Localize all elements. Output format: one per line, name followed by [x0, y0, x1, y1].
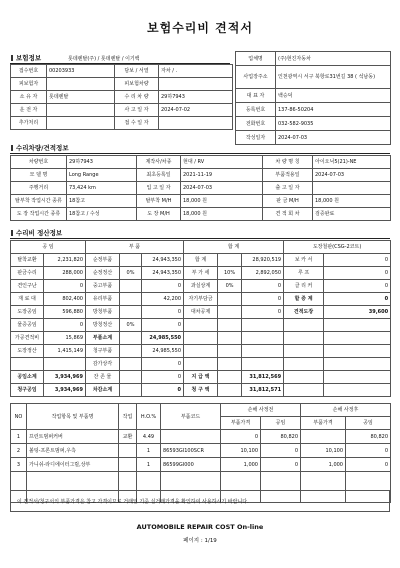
cost-value: [120, 254, 142, 267]
vehicle-label: 입 고 일 자: [137, 182, 181, 195]
cost-value: [324, 332, 391, 345]
cost-value: [120, 384, 142, 397]
cost-value: [242, 319, 284, 332]
cost-label: [184, 345, 218, 358]
parts-cell: 1,000: [301, 458, 346, 472]
cost-value: [218, 332, 242, 345]
parts-cell: 10,100: [301, 444, 346, 458]
shop-label: 작성일자: [236, 131, 276, 145]
shop-row: [236, 89, 391, 103]
insurance-label: 피보험차량: [115, 78, 159, 91]
shop-value: 2024-07-03: [276, 131, 391, 145]
cost-header: 부 품: [86, 241, 184, 254]
cost-value: [218, 358, 242, 371]
vehicle-label: 출 고 일 자: [263, 182, 313, 195]
cost-label: 순정부품: [86, 254, 120, 267]
document-title: 보험수리비 견적서: [147, 21, 253, 35]
cost-label: 방청정산: [86, 319, 120, 332]
parts-header: 부품가격: [221, 417, 261, 430]
cost-label: [184, 319, 218, 332]
vehicle-label: 견 적 회 차: [263, 208, 313, 221]
parts-cell: [161, 430, 221, 444]
cost-label: [284, 345, 324, 358]
cost-value: [44, 358, 86, 371]
parts-cell: 1,000: [221, 458, 261, 472]
insurance-value: [47, 78, 115, 91]
price-notice: 이 견적서/청구서의 부품가격은 참고 가격이므로 거래일 기준 실거래가격을 확인하여 사용하시기 바랍니다.: [10, 490, 390, 512]
cost-value: 0: [44, 319, 86, 332]
cost-row: [11, 371, 391, 384]
parts-cell: 3: [11, 458, 27, 472]
cost-value: 2,231,820: [44, 254, 86, 267]
parts-cell: 10,100: [221, 444, 261, 458]
vehicle-value: 18참고 / 수성: [67, 208, 137, 221]
cost-section-title: 수리비 정산정보: [10, 228, 390, 239]
cost-label: 방청부품: [86, 306, 120, 319]
cost-row: [11, 280, 391, 293]
insurance-row: [11, 104, 233, 117]
cost-label: 부품소계: [86, 332, 120, 345]
parts-header: 부품가격: [301, 417, 346, 430]
cost-label: 공임소계: [11, 371, 44, 384]
cost-label: 차감소계: [86, 384, 120, 397]
shop-label: 업체명: [236, 52, 276, 66]
cost-label: 보 카 서: [284, 254, 324, 267]
cost-value: 0: [324, 280, 391, 293]
parts-cell: 1: [11, 430, 27, 444]
parts-row: [11, 458, 391, 472]
cost-value: 24,985,550: [142, 345, 184, 358]
insurance-value: 00203933: [47, 65, 115, 78]
parts-row: [11, 444, 391, 458]
parts-cell: 0: [346, 444, 391, 458]
insurance-label: 소 유 자: [11, 91, 47, 104]
cost-label: [184, 358, 218, 371]
vehicle-row: [11, 182, 391, 195]
cost-label: [284, 384, 324, 397]
parts-cell: 0: [221, 430, 261, 444]
cost-value: 0: [142, 280, 184, 293]
insurance-value: [159, 117, 233, 130]
cost-label: 잔 존 물: [86, 371, 120, 384]
vehicle-label: 주행거리: [11, 182, 67, 195]
cost-value: 0: [142, 319, 184, 332]
cost-value: 15,869: [44, 332, 86, 345]
cost-header: 도장철판(CSG-2코트): [284, 241, 391, 254]
parts-table: [10, 403, 391, 503]
vehicle-table: [10, 155, 391, 221]
vehicle-value: 2024-07-03: [313, 169, 391, 182]
shop-row: [236, 52, 391, 66]
parts-header-row: [11, 404, 391, 417]
cost-value: [120, 358, 142, 371]
cost-label: 중고부품: [86, 280, 120, 293]
parts-cell: [301, 430, 346, 444]
cost-value: 0%: [120, 267, 142, 280]
cost-value: 288,000: [44, 267, 86, 280]
cost-value: 28,920,519: [242, 254, 284, 267]
cost-row: [11, 254, 391, 267]
cost-value: [324, 358, 391, 371]
cost-row: [11, 358, 391, 371]
cost-label: 할 증 계: [284, 293, 324, 306]
cost-label: 대차공제: [184, 306, 218, 319]
shop-value: (주)현진자동차: [276, 52, 391, 66]
insurance-row: [11, 65, 233, 78]
cost-value: 42,200: [142, 293, 184, 306]
cost-value: 1,415,149: [44, 345, 86, 358]
shop-row: [236, 66, 391, 89]
cost-value: [324, 345, 391, 358]
shop-value: 137-86-50204: [276, 103, 391, 117]
cost-label: 합 계: [184, 254, 218, 267]
vehicle-label: 도 장 M/H: [137, 208, 181, 221]
cost-label: [184, 332, 218, 345]
shop-row: [236, 117, 391, 131]
cost-value: [218, 319, 242, 332]
vehicle-value: 73,424 km: [67, 182, 137, 195]
cost-header: 합 계: [184, 241, 284, 254]
parts-header: H.O.%: [137, 404, 161, 430]
insurance-value: 29하7943: [159, 91, 233, 104]
cost-header-row: [11, 241, 391, 254]
cost-label: 탈착교환: [11, 254, 44, 267]
insurance-row: [11, 117, 233, 130]
vehicle-value: 2024-07-03: [181, 182, 263, 195]
insurance-row: [11, 78, 233, 91]
vehicle-value: 18,000 원: [313, 195, 391, 208]
parts-cell: 0: [346, 458, 391, 472]
parts-cell: 볼팅-프론트범퍼,우측: [27, 444, 119, 458]
shop-row: [236, 103, 391, 117]
cost-table: [10, 240, 391, 397]
shop-label: 대 표 자: [236, 89, 276, 103]
shop-label: 전화번호: [236, 117, 276, 131]
vehicle-row: [11, 169, 391, 182]
cost-value: [218, 293, 242, 306]
cost-row: [11, 306, 391, 319]
parts-cell: 0: [261, 458, 301, 472]
cost-row: [11, 293, 391, 306]
vehicle-value: [313, 182, 391, 195]
parts-header: 공임: [346, 417, 391, 430]
insurance-label: 접 수 일 자: [115, 117, 159, 130]
vehicle-value: 29하7943: [67, 156, 137, 169]
parts-header: 작업항목 및 부품명: [27, 404, 119, 430]
insurance-value: [47, 117, 115, 130]
vehicle-label: 차량번호: [11, 156, 67, 169]
vehicle-label: 차 량 명 칭: [263, 156, 313, 169]
cost-value: 0: [142, 384, 184, 397]
cost-label: 견적도장: [284, 306, 324, 319]
cost-value: 0: [324, 254, 391, 267]
parts-row: [11, 430, 391, 444]
cost-value: [242, 358, 284, 371]
parts-cell: 80,820: [261, 430, 301, 444]
cost-label: 견인구난: [11, 280, 44, 293]
vehicle-row: [11, 195, 391, 208]
footer-title: AUTOMOBILE REPAIR COST On-line: [136, 523, 264, 531]
cost-label: 루 프: [284, 267, 324, 280]
shop-value: 백승덕: [276, 89, 391, 103]
cost-value: 0: [242, 293, 284, 306]
cost-value: [242, 332, 284, 345]
cost-value: [120, 371, 142, 384]
cost-label: 감가상각: [86, 358, 120, 371]
insurance-label: 사 고 일 자: [115, 104, 159, 117]
cost-label: 지 급 액: [184, 371, 218, 384]
cost-label: 유리부품: [86, 293, 120, 306]
parts-cell: 교환: [119, 430, 137, 444]
insurance-company-line: 롯데렌탈(주) / 롯데렌탈 / 이기백: [68, 56, 140, 62]
cost-label: 과실상계: [184, 280, 218, 293]
cost-label: 자기부담금: [184, 293, 218, 306]
vehicle-label: 제작사/차종: [137, 156, 181, 169]
vehicle-row: [11, 208, 391, 221]
cost-value: 0: [324, 293, 391, 306]
cost-value: [120, 345, 142, 358]
cost-row: [11, 319, 391, 332]
shop-table: [235, 51, 391, 145]
cost-value: [218, 384, 242, 397]
cost-label: [284, 319, 324, 332]
cost-value: 31,812,571: [242, 384, 284, 397]
cost-value: 31,812,569: [242, 371, 284, 384]
cost-value: 0: [324, 267, 391, 280]
insurance-label: 수 리 차 량: [115, 91, 159, 104]
vehicle-label: 탈부착 M/H: [137, 195, 181, 208]
parts-header: 손해 사정전: [221, 404, 301, 417]
cost-value: [242, 345, 284, 358]
cost-header: 공 임: [11, 241, 86, 254]
cost-label: [284, 358, 324, 371]
cost-row: [11, 384, 391, 397]
cost-label: 재 료 대: [11, 293, 44, 306]
cost-value: 24,943,350: [142, 267, 184, 280]
cost-value: 596,880: [44, 306, 86, 319]
cost-value: [324, 384, 391, 397]
cost-label: [284, 371, 324, 384]
parts-cell: [119, 444, 137, 458]
vehicle-value: 검증완료: [313, 208, 391, 221]
shop-value: 032-582-9035: [276, 117, 391, 131]
parts-header: NO: [11, 404, 27, 430]
insurance-value: 자차 / .: [159, 65, 233, 78]
insurance-label: 운 전 자: [11, 104, 47, 117]
cost-value: 0: [242, 306, 284, 319]
parts-cell: 0: [261, 444, 301, 458]
cost-label: [11, 358, 44, 371]
vehicle-value: 18,000 원: [181, 195, 263, 208]
cost-label: 도장공임: [11, 306, 44, 319]
shop-label: 등록번호: [236, 103, 276, 117]
cost-label: 가공견적비: [11, 332, 44, 345]
cost-value: 0: [142, 371, 184, 384]
cost-value: [218, 254, 242, 267]
cost-value: 3,934,969: [44, 371, 86, 384]
page-number: 페이지 : 1/19: [183, 538, 217, 544]
insurance-value: [159, 78, 233, 91]
vehicle-value: 2021-11-19: [181, 169, 263, 182]
insurance-label: 접수번호: [11, 65, 47, 78]
parts-header: 손해 사정후: [301, 404, 391, 417]
cost-label: 판금수리: [11, 267, 44, 280]
cost-value: [324, 319, 391, 332]
cost-value: 0%: [218, 280, 242, 293]
vehicle-value: 18,000 원: [181, 208, 263, 221]
parts-cell: 80,820: [346, 430, 391, 444]
cost-value: 10%: [218, 267, 242, 280]
cost-value: 0: [44, 280, 86, 293]
cost-value: 39,600: [324, 306, 391, 319]
parts-cell: 86599GI000: [161, 458, 221, 472]
insurance-value: [47, 104, 115, 117]
cost-value: [218, 345, 242, 358]
parts-header: 작업: [119, 404, 137, 430]
parts-cell: 86593GI100SCR: [161, 444, 221, 458]
parts-cell: 프런트범퍼커버: [27, 430, 119, 444]
vehicle-label: 부품적용일: [263, 169, 313, 182]
vehicle-value: 현대 / RV: [181, 156, 263, 169]
cost-label: 부 가 세: [184, 267, 218, 280]
vehicle-label: 최초등록일: [137, 169, 181, 182]
vehicle-label: 모 델 명: [11, 169, 67, 182]
shop-label: 사업장주소: [236, 66, 276, 89]
insurance-label: 담보 / 서열: [115, 65, 159, 78]
parts-cell: 1: [137, 444, 161, 458]
cost-value: [120, 293, 142, 306]
vehicle-value: 아이오닉5(21)-NE: [313, 156, 391, 169]
cost-row: [11, 345, 391, 358]
cost-value: 0%: [120, 319, 142, 332]
insurance-row: [11, 91, 233, 104]
shop-value: 인천광역시 서구 북항로31번길 38 ( 석남동): [276, 66, 391, 89]
cost-row: [11, 267, 391, 280]
vehicle-label: 판 금 M/H: [263, 195, 313, 208]
parts-cell: 4.49: [137, 430, 161, 444]
cost-label: 물증공임: [11, 319, 44, 332]
cost-row: [11, 332, 391, 345]
cost-value: [218, 306, 242, 319]
vehicle-section-title: 수리차량/견적정보: [10, 143, 390, 154]
cost-value: 0: [142, 306, 184, 319]
vehicle-label: 탈부착 작업시간 종류: [11, 195, 67, 208]
cost-label: 순정정산: [86, 267, 120, 280]
cost-label: 청구공임: [11, 384, 44, 397]
parts-cell: 1: [137, 458, 161, 472]
insurance-label: 추가처리: [11, 117, 47, 130]
cost-value: 3,934,969: [44, 384, 86, 397]
parts-cell: 가니쉬-라디에이터그릴,상부: [27, 458, 119, 472]
cost-label: 청구부품: [86, 345, 120, 358]
cost-label: 청 구 액: [184, 384, 218, 397]
cost-value: 0: [242, 280, 284, 293]
cost-label: 클 리 커: [284, 280, 324, 293]
parts-header: 부품코드: [161, 404, 221, 430]
cost-value: [120, 306, 142, 319]
vehicle-value: 18참고: [67, 195, 137, 208]
vehicle-label: 도 장 작업시간 종류: [11, 208, 67, 221]
cost-value: [324, 371, 391, 384]
cost-value: 24,985,550: [142, 332, 184, 345]
insurance-section-title: 보험정보: [10, 53, 230, 64]
insurance-value: 2024-07-02: [159, 104, 233, 117]
cost-value: 24,943,350: [142, 254, 184, 267]
cost-label: [284, 332, 324, 345]
cost-value: [120, 280, 142, 293]
cost-value: 802,400: [44, 293, 86, 306]
parts-cell: [119, 458, 137, 472]
insurance-table: [10, 64, 233, 130]
cost-value: [120, 332, 142, 345]
insurance-value: 롯데렌탈: [47, 91, 115, 104]
cost-value: 0: [142, 358, 184, 371]
cost-label: 도장정산: [11, 345, 44, 358]
vehicle-value: Long Range: [67, 169, 137, 182]
vehicle-row: [11, 156, 391, 169]
insurance-label: 피보험자: [11, 78, 47, 91]
parts-header: 공임: [261, 417, 301, 430]
parts-cell: 2: [11, 444, 27, 458]
cost-value: [218, 371, 242, 384]
cost-value: 2,892,050: [242, 267, 284, 280]
